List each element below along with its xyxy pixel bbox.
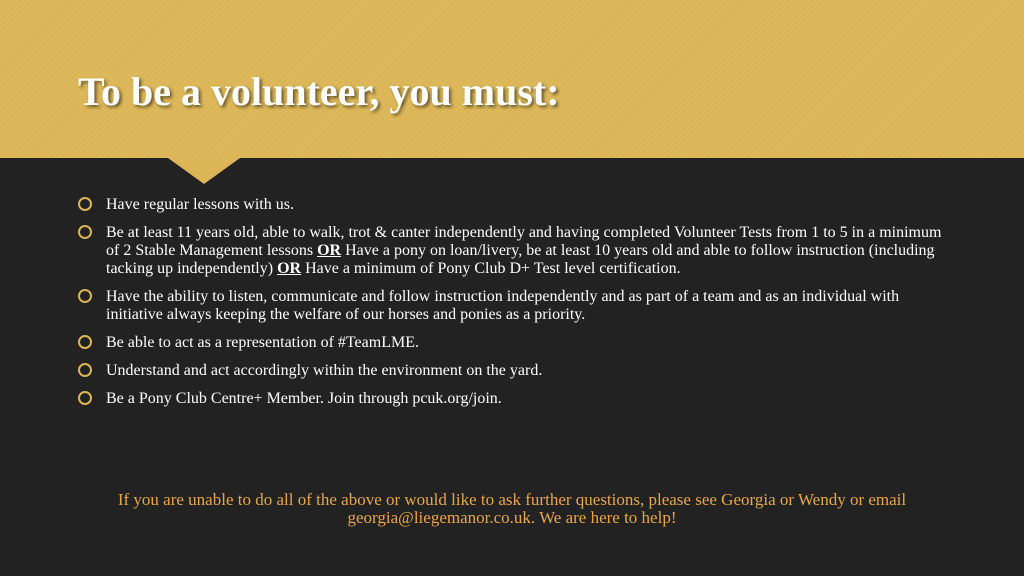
list-item — [76, 288, 956, 324]
ring-bullet-icon — [78, 335, 92, 349]
bullet-text: Have the ability to listen, communicate and follow instruction independently and as part of a team and as an individual with initiative always keeping the welfare of our horses and ponies as a priority. — [106, 288, 900, 323]
list-item — [76, 334, 956, 352]
bullet-text: Be able to act as a representation of #TeamLME. — [106, 334, 419, 351]
footer-note: If you are unable to do all of the above or would like to ask further questions, please see Georgia or Wendy or email georgia@liegemanor.co.uk. We are here to help! — [117, 490, 907, 527]
ring-bullet-icon — [78, 391, 92, 405]
ring-bullet-icon — [78, 225, 92, 239]
ring-bullet-icon — [78, 363, 92, 377]
list-item — [76, 196, 956, 214]
bullet-text: Be a Pony Club Centre+ Member. Join through pcuk.org/join. — [106, 390, 502, 407]
bullet-text: Have regular lessons with us. — [106, 196, 294, 213]
page-title: To be a volunteer, you must: — [78, 69, 560, 114]
bullet-text: Have a minimum of Pony Club D+ Test level certification. — [301, 260, 681, 277]
or-emphasis: OR — [317, 242, 342, 259]
list-item — [76, 362, 956, 380]
bullet-text: Understand and act accordingly within the environment on the yard. — [106, 362, 543, 379]
bullet-text: Have a pony on loan/livery, be at least 10 years old and able to follow instruction (including tacking up independently) — [106, 242, 935, 277]
ring-bullet-icon — [78, 197, 92, 211]
or-emphasis: OR — [277, 260, 302, 277]
requirements-list — [76, 196, 956, 418]
list-item — [76, 224, 956, 278]
banner-pointer — [168, 158, 240, 184]
list-item — [76, 390, 956, 408]
ring-bullet-icon — [78, 289, 92, 303]
bullet-text: Be at least 11 years old, able to walk, trot & canter independently and having completed Volunteer Tests from 1 to 5 in a minimum of 2 Stable Management lessons — [106, 224, 942, 259]
